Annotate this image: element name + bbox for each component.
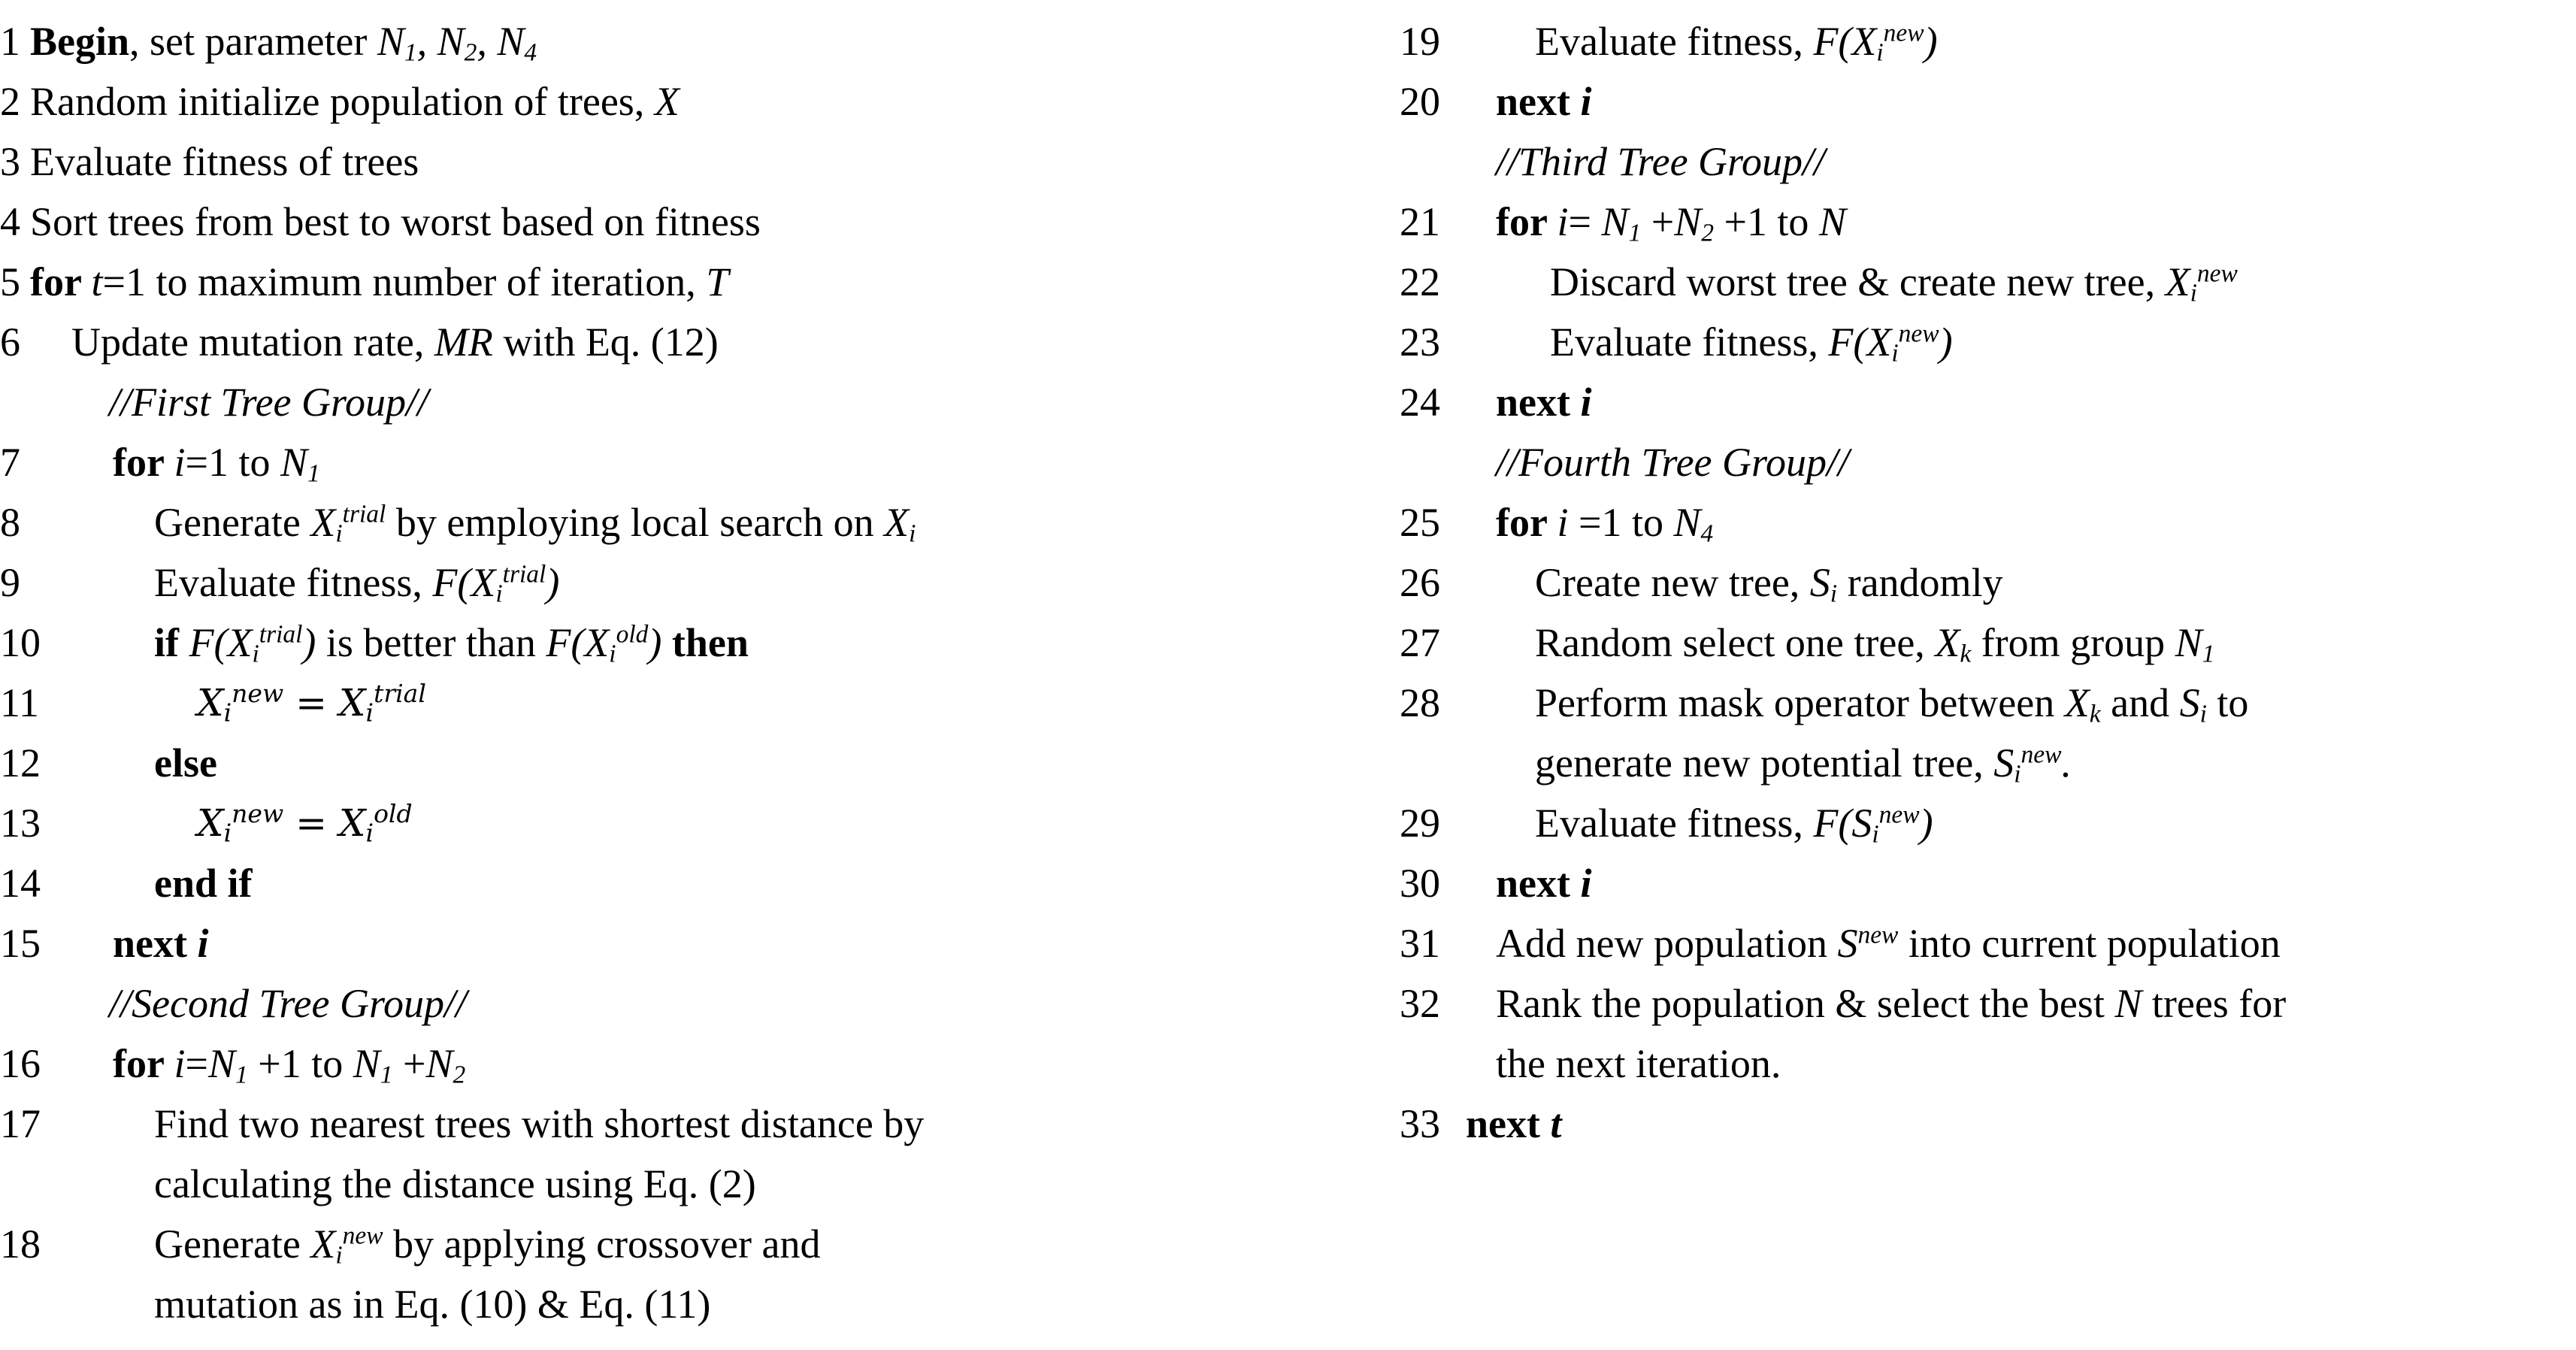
line-number: 3	[0, 139, 20, 184]
line-number: 26	[1400, 560, 1440, 605]
line-number: 7	[0, 440, 20, 485]
line-number: 21	[1400, 199, 1440, 244]
math-assign-old: $X_i^{new} = X_i^{old}$	[197, 798, 413, 848]
line-number: 23	[1400, 319, 1440, 365]
keyword-begin: Begin	[30, 19, 130, 64]
line-number: 11	[0, 680, 39, 725]
line-number: 6	[0, 319, 20, 365]
algorithm-pseudocode: 1 Begin, set parameter $N_1$, $N_2$, $N_4$ 2 Random initialize population of trees, X 3 Evaluate fitness of trees 4 Sort trees from best to worst based on fitness 5 for t=1 to maximum number of iteration, T 6 Update mutation rate, MR with Eq. (12) //First Tree Group// 7 for i=1 to $N_1$ 8 Generate $X_i^{trial}$ by employing local search on $X_i$ 9 Evaluate fitness, $F(X_i^{trial})$ 10 if $F(X_i^{trial})$ is better than $F(X_i^{old})$ then 11 $X_i^{new} = X_i^{trial}$ 12 else 13 $X_i^{new} = X_i^{old}$ 14 end if 15 next i //Second Tree Group// 16 for $i=N_1 +1$ to $N_1 +N_2$ 17 Find two nearest trees with shortest distance by calculating the distance using Eq. (2) 18 Generate $X_i^{new}$ by applying crossover and mutation as in Eq. (10) & Eq. (11) 19 Evaluate fitness, $F(X_i^{new})$ 20 next i //Third Tree Group// 21 for $i= N_1 +N_2 +1$ to N 22 Discard worst tree & create new tree, $X_i^{new}$ 23 Evaluate fitness, $F(X_i^{new})$ 24 next i //Fourth Tree Group// 25 for i =1 to $N_4$ 26 Create new tree, $S_i$ randomly 27 Random select one tree, $X_k$ from group $N_1$ 28 Perform mask operator between $X_k$ and $S_i$ to generate new potential tree, $S_i^{new}$. 29 Evaluate fitness, $F(S_i^{new})$ 30 next i 31 Add new population $S^{new}$ into current population 32 Rank the population & select the best N trees for the next iteration. 33 next t	[0, 0, 2576, 1350]
line-number: 32	[1400, 981, 1440, 1026]
line-number: 8	[0, 500, 20, 545]
line-number: 2	[0, 79, 20, 124]
line-number: 9	[0, 560, 20, 605]
line-number: 16	[0, 1041, 41, 1086]
line-number: 20	[1400, 79, 1440, 124]
line-number: 31	[1400, 921, 1440, 966]
line-number: 15	[0, 921, 41, 966]
line-number: 27	[1400, 620, 1440, 665]
line-number: 28	[1400, 680, 1440, 725]
line-number: 12	[0, 740, 41, 785]
line-number: 4	[0, 199, 20, 244]
line-number: 30	[1400, 861, 1440, 906]
line-number: 33	[1400, 1101, 1440, 1146]
line-number: 13	[0, 801, 41, 846]
line-number: 19	[1400, 19, 1440, 64]
math-assign-trial: $X_i^{new} = X_i^{trial}$	[197, 678, 426, 728]
line-number: 29	[1400, 801, 1440, 846]
line-number: 1	[0, 19, 20, 64]
line-number: 10	[0, 620, 41, 665]
line-number: 5	[0, 259, 20, 304]
line-number: 24	[1400, 380, 1440, 425]
line-number: 17	[0, 1101, 41, 1146]
line-number: 25	[1400, 500, 1440, 545]
line-number: 18	[0, 1221, 41, 1267]
line-number: 14	[0, 861, 41, 906]
line-number: 22	[1400, 259, 1440, 304]
